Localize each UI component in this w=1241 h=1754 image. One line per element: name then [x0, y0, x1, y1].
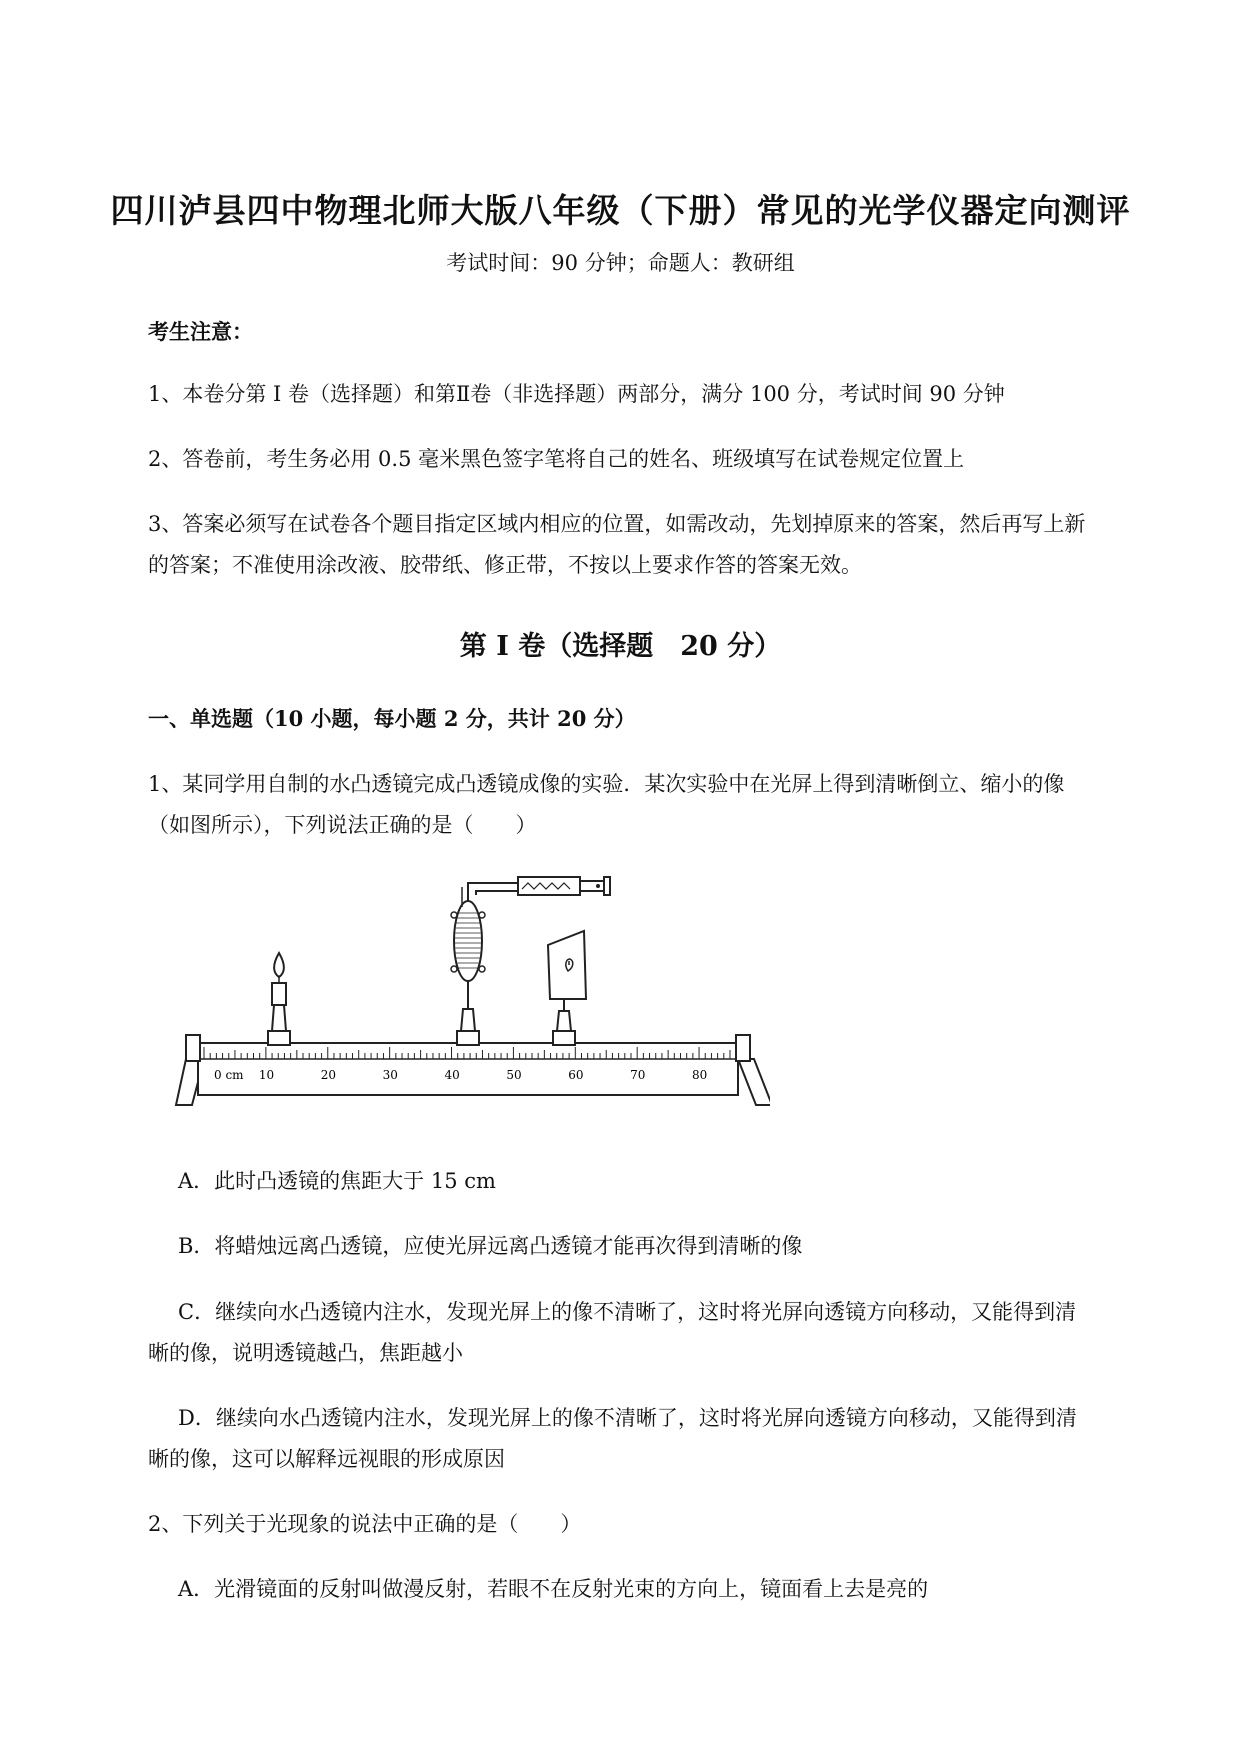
q1-option-c-cont: 晰的像，说明透镜越凸，焦距越小 [148, 1341, 463, 1365]
notice-item-1: 1、本卷分第 I 卷（选择题）和第Ⅱ卷（非选择题）两部分，满分 100 分，考试时间 90 分钟 [148, 382, 1005, 406]
q2-option-a[interactable]: A．光滑镜面的反射叫做漫反射，若眼不在反射光束的方向上，镜面看上去是亮的 [178, 1577, 929, 1601]
q1-option-a[interactable]: A．此时凸透镜的焦距大于 15 cm [178, 1169, 496, 1193]
ruler-label: 60 [568, 1068, 584, 1082]
ruler-unit-label: 0 cm [214, 1068, 244, 1082]
water-lens [451, 887, 485, 1045]
page-title: 四川泸县四中物理北师大版八年级（下册）常见的光学仪器定向测评 [110, 191, 1131, 230]
section-title: 第 I 卷（选择题 20 分） [459, 631, 782, 662]
q1-option-d-cont: 晰的像，这可以解释远视眼的形成原因 [148, 1447, 505, 1471]
right-stand [738, 1059, 770, 1105]
ruler-label: 10 [258, 1068, 275, 1082]
exam-info: 考试时间：90 分钟；命题人：教研组 [446, 251, 795, 275]
ruler [198, 1043, 738, 1095]
optical-bench-figure [170, 873, 770, 1113]
part-heading: 一、单选题（10 小题，每小题 2 分，共计 20 分） [148, 706, 636, 731]
notice-item-2: 2、答卷前，考生务必用 0.5 毫米黑色签字笔将自己的姓名、班级填写在试卷规定位置上 [148, 447, 965, 471]
left-end-block [186, 1035, 200, 1061]
ruler-label: 20 [320, 1068, 337, 1082]
q1-option-d[interactable]: D．继续向水凸透镜内注水，发现光屏上的像不清晰了，这时将光屏向透镜方向移动，又能得到清 [178, 1406, 1077, 1430]
question-2-stem: 2、下列关于光现象的说法中正确的是（ ） [148, 1512, 582, 1536]
notice-item-3: 3、答案必须写在试卷各个题目指定区域内相应的位置，如需改动，先划掉原来的答案，然后再写上新 [148, 512, 1086, 536]
question-1-stem: 1、某同学用自制的水凸透镜完成凸透镜成像的实验．某次实验中在光屏上得到清晰倒立、缩小的像 [148, 772, 1065, 796]
syringe [468, 877, 610, 895]
ruler-label: 80 [692, 1068, 708, 1082]
light-screen [548, 931, 586, 1045]
candle [268, 953, 290, 1045]
notice-item-3-cont: 的答案；不准使用涂改液、胶带纸、修正带，不按以上要求作答的答案无效。 [148, 553, 862, 577]
ruler-label: 70 [630, 1068, 646, 1082]
q1-option-c[interactable]: C．继续向水凸透镜内注水，发现光屏上的像不清晰了，这时将光屏向透镜方向移动，又能得到清 [178, 1300, 1077, 1324]
q1-option-b[interactable]: B．将蜡烛远离凸透镜，应使光屏远离凸透镜才能再次得到清晰的像 [178, 1234, 803, 1258]
ruler-label: 40 [444, 1068, 460, 1082]
question-1-stem-cont: （如图所示），下列说法正确的是（ ） [148, 813, 537, 837]
ruler-label: 50 [506, 1068, 522, 1082]
ruler-label: 30 [382, 1068, 398, 1082]
flame-icon [274, 953, 284, 977]
notice-heading: 考生注意： [148, 319, 253, 344]
right-end-block [736, 1035, 750, 1061]
